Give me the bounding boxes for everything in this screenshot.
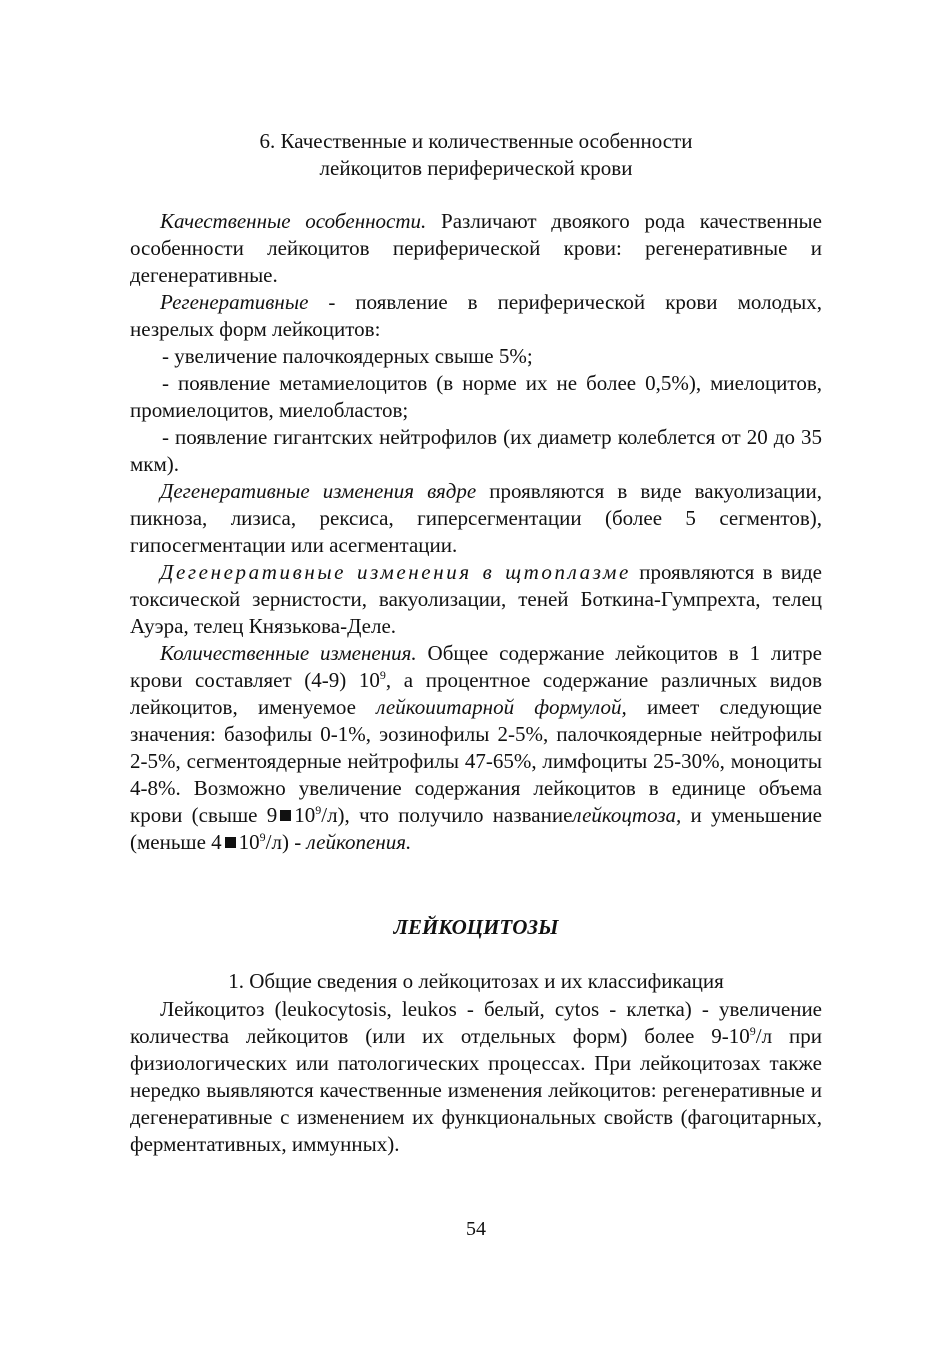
paragraph-text: проявляются в виде токсической зернистости, вакуолизации, теней Боткина-Гумпрехта, телец Ауэра, телец Князькова-Деле. [130,560,822,638]
text-run: /л) - [265,830,307,854]
paragraph-leukocytosis [130,996,822,1158]
page-number: 54 [466,1218,486,1240]
text-run: /л при физиологических или патологических процессах. При лейкоцитозах также нередко выявляются качественные изменения лейкоцитов: регенеративные и дегенеративные с изменением их функциональных свойств (фагоцитарных, ферментативных, иммунных). [130,1024,822,1156]
superscript: 9 [259,830,266,844]
body-text-2 [130,996,822,1158]
text-run: /л), что получило название [321,803,573,827]
multiply-square-icon [225,837,236,848]
section-heading [130,128,822,182]
list-item: - увеличение палочкоядерных свыше 5%; [162,344,533,368]
text-run: имеет следующие значения: базофилы 0-1%, эозинофилы 2-5%, палочкоядерные нейтрофилы 2-5%, сегментоядерные нейтрофилы 47-65%, лимфоциты 25-30%, моноциты 4-8%. Возможно увеличение содержания лейкоцитов в единице объема крови (свыше 9 [130,695,822,827]
lead-phrase: Количественные изменения. [160,641,417,665]
term: лейкоиитарной формулой, [376,695,627,719]
superscript: 9 [749,1024,756,1038]
subsection-heading: 1. Общие сведения о лейкоцитозах и их классификация [228,969,724,993]
list-item: - появление метамиелоцитов (в норме их не более 0,5%), миелоцитов, промиелоцитов, миелобластов; [130,371,822,422]
superscript: 9 [315,803,322,817]
section-title: ЛЕЙКОЦИТОЗЫ [393,915,559,939]
paragraph-regenerative [130,289,822,343]
list-item: - появление гигантских нейтрофилов (их диаметр колеблется от 20 до 35 мкм). [130,425,822,476]
lead-phrase: Регенеративные [160,290,309,314]
text-run: Лейкоцитоз (leukocytosis, leukos - белый, cytos - клетка) - увеличение количества лейкоцитов (или их отдельных форм) более 9-10 [130,997,822,1048]
superscript: 9 [379,668,386,682]
lead-phrase: Дегенеративные изменения в щтоплазме [160,560,631,584]
paragraph-text: - появление в периферической крови молодых, незрелых форм лейкоцитов: [130,290,822,341]
text-run: , а процентное содержание различных видов лейкоцитов, именуемое [130,668,823,719]
lead-phrase: Дегенеративные изменения вядре [160,479,477,503]
paragraph-quantitative [130,640,822,856]
heading-line-2: лейкоцитов периферической крови [319,156,633,180]
text-run: 10 [238,830,260,854]
text-run: 10 [294,803,316,827]
heading-line-1: 6. Качественные и количественные особенности [259,129,693,153]
text-run: и уменьшение (меньше 4 [130,803,822,854]
text-run: Общее содержание лейкоцитов в 1 литре крови составляет (4-9) 10 [130,641,822,692]
term: лейкоцтоза, [572,803,682,827]
body-text [130,208,822,856]
multiply-square-icon [280,810,291,821]
term: лейкопения. [306,830,412,854]
paragraph-qualitative [130,208,822,289]
paragraph-cytoplasm-changes [130,559,822,640]
paragraph-text: проявляются в виде вакуолизации, пикноза, лизиса, рексиса, гиперсегментации (более 5 сегментов), гипосегментации или асегментации. [130,479,822,557]
lead-phrase: Качественные особенности. [160,209,427,233]
paragraph-text: Различают двоякого рода качественные особенности лейкоцитов периферической крови: регенеративные и дегенеративные. [130,209,822,287]
paragraph-nuclear-changes [130,478,822,559]
